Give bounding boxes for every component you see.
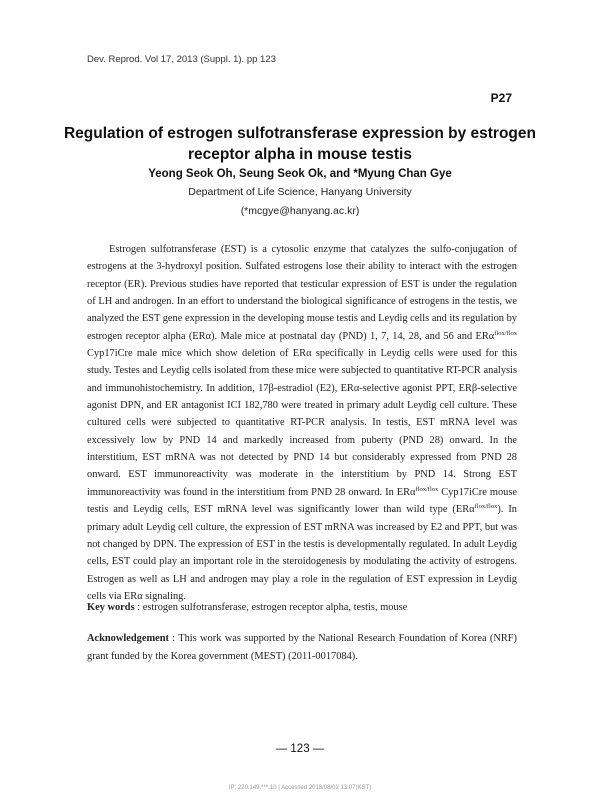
abstract-text-2: Cyp17iCre male mice which show deletion of ERα specifically in Leydig cells were used for this study. Testes and Leydig cells isolated from these mice were subjected to quantitative RT-PCR analysis and immunohistochemistry. In addition, 17β-estradiol (E2), ERα-selective agonist PPT, ERβ-selective agonist DPN, and ER antagonist ICI 182,780 were treated in primary adult Leydig cell culture. These cultured cells were subjected to quantitative RT-PCR analysis. In testis, EST mRNA level was excessively low by PND 14 and markedly increased from puberty (PND 28) onward. In the interstitium, EST mRNA was not detected by PND 14 but considerably expressed from PND 28 onward. EST immunoreactivity was moderate in the interstitium by PND 14. Strong EST immunoreactivity was found in the interstitium from PND 28 onward. In ERα bbox=[87, 348, 517, 498]
acknowledgement-label: Acknowledgement bbox=[87, 633, 169, 644]
superscript-flox-2: flox/flox bbox=[415, 485, 439, 493]
corresponding-email: (*mcgye@hanyang.ac.kr) bbox=[240, 205, 360, 217]
access-watermark: IP: 220.149.***.10 | Accessed 2018/08/02 13:07(KST) bbox=[228, 785, 372, 791]
abstract-text-4: ). In primary adult Leydig cell culture, the expression of EST mRNA was increased by E2 and PPT, but was not changed by DPN. The expression of EST in the testis is developmentally regulated. In adult Leydig cells, EST could play an important role in the steroidogenesis by modulating the activity of estrogens. Estrogen as well as LH and androgen may play a role in the regulation of EST expression in Leydig cells via ERα signaling. bbox=[87, 504, 517, 602]
poster-id: P27 bbox=[490, 91, 512, 105]
keywords-label: Key words bbox=[87, 602, 135, 613]
acknowledgement-text: : This work was supported by the National Research Foundation of Korea (NRF) grant funded by the Korea government (MEST) (2011-0017084). bbox=[87, 633, 517, 662]
keywords-text: : estrogen sulfotransferase, estrogen receptor alpha, testis, mouse bbox=[134, 602, 408, 613]
paper-title: Regulation of estrogen sulfotransferase expression by estrogen receptor alpha in mouse testis bbox=[63, 125, 536, 163]
superscript-flox-1: flox/flox bbox=[494, 329, 517, 337]
page-number: — 123 — bbox=[275, 743, 325, 755]
acknowledgement bbox=[87, 630, 517, 665]
authors: Yeong Seok Oh, Seung Seok Ok, and *Myung Chan Gye bbox=[148, 168, 452, 180]
keywords bbox=[87, 599, 517, 616]
abstract-text-3: Cyp17iCre mouse testis and Leydig cells, EST mRNA level was significantly lower than wild type (ERα bbox=[87, 486, 517, 516]
abstract-text-1: Estrogen sulfotransferase (EST) is a cytosolic enzyme that catalyzes the sulfo-conjugation of estrogens at the 3-hydroxyl position. Sulfated estrogens lose their ability to interact with the estrogen receptor (ER). Previous studies have reported that testicular expression of EST is under the regulation of LH and androgen. In an effort to understand the biological significance of estrogens in the testis, we analyzed the EST gene expression in the developing mouse testis and Leydig cells and its regulation by estrogen receptor alpha (ERα). Male mice at postnatal day (PND) 1, 7, 14, 28, and 56 and ERα bbox=[87, 244, 517, 342]
journal-reference: Dev. Reprod. Vol 17, 2013 (Suppl. 1). pp 123 bbox=[87, 54, 276, 65]
affiliation: Department of Life Science, Hanyang University bbox=[188, 186, 412, 198]
superscript-flox-3: flox/flox bbox=[474, 503, 498, 511]
abstract-body bbox=[87, 241, 517, 605]
